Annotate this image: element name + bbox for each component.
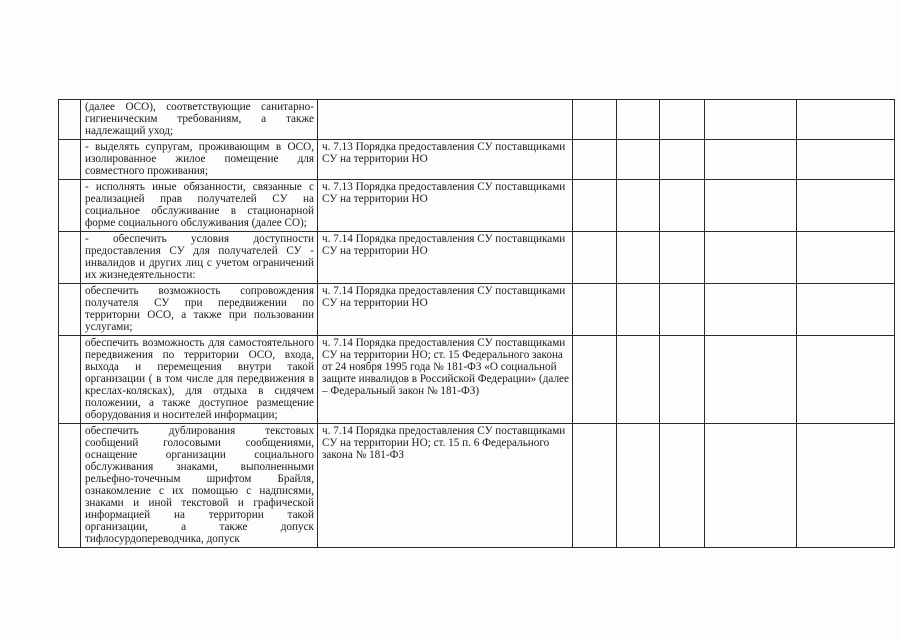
empty-cell — [660, 180, 705, 232]
empty-cell — [617, 140, 660, 180]
reference-cell: ч. 7.13 Порядка предоставления СУ поставщиками СУ на территории НО — [318, 180, 573, 232]
empty-cell — [797, 284, 895, 336]
table-row — [59, 424, 895, 548]
empty-cell — [617, 336, 660, 424]
empty-cell — [705, 140, 797, 180]
empty-cell — [797, 336, 895, 424]
reference-cell: ч. 7.14 Порядка предоставления СУ поставщиками СУ на территории НО; ст. 15 п. 6 Федерального закона № 181-ФЗ — [318, 424, 573, 548]
empty-cell — [660, 140, 705, 180]
row-number-cell — [59, 424, 81, 548]
empty-cell — [797, 424, 895, 548]
reference-cell: ч. 7.13 Порядка предоставления СУ поставщиками СУ на территории НО — [318, 140, 573, 180]
row-number-cell — [59, 180, 81, 232]
requirements-table — [58, 99, 895, 548]
row-number-cell — [59, 100, 81, 140]
empty-cell — [660, 100, 705, 140]
reference-cell — [318, 100, 573, 140]
empty-cell — [797, 100, 895, 140]
table-row — [59, 232, 895, 284]
requirement-cell: (далее ОСО), соответствующие санитарно-гигиеническим требованиям, а также надлежащий уход; — [81, 100, 318, 140]
table-row — [59, 284, 895, 336]
table-row — [59, 336, 895, 424]
empty-cell — [705, 180, 797, 232]
empty-cell — [617, 424, 660, 548]
reference-cell: ч. 7.14 Порядка предоставления СУ поставщиками СУ на территории НО; ст. 15 Федерального закона от 24 ноября 1995 года № 181-ФЗ «О социальной защите инвалидов в Российской Федерации» (далее – Федеральный закон № 181-ФЗ) — [318, 336, 573, 424]
table-row — [59, 140, 895, 180]
empty-cell — [660, 424, 705, 548]
empty-cell — [573, 100, 617, 140]
empty-cell — [660, 232, 705, 284]
requirement-cell: обеспечить дублирования текстовых сообщений голосовыми сообщениями, оснащение организации социального обслуживания знаками, выполненными рельефно-точечным шрифтом Брайля, ознакомление с их помощью с надписями, знаками и иной текстовой и графической информацией на территории такой организации, а также допуск тифлосурдопереводчика, допуск — [81, 424, 318, 548]
empty-cell — [705, 232, 797, 284]
row-number-cell — [59, 140, 81, 180]
empty-cell — [797, 232, 895, 284]
requirement-cell: - исполнять иные обязанности, связанные с реализацией прав получателей СУ на социальное обслуживание в стационарной форме социального обслуживания (далее СО); — [81, 180, 318, 232]
empty-cell — [617, 232, 660, 284]
empty-cell — [705, 336, 797, 424]
empty-cell — [617, 284, 660, 336]
table-row — [59, 100, 895, 140]
empty-cell — [573, 140, 617, 180]
row-number-cell — [59, 232, 81, 284]
empty-cell — [660, 336, 705, 424]
empty-cell — [573, 336, 617, 424]
empty-cell — [705, 100, 797, 140]
empty-cell — [617, 100, 660, 140]
requirement-cell: обеспечить возможность для самостоятельного передвижения по территории ОСО, входа, выхода и перемещения внутри такой организации ( в том числе для передвижения в креслах-колясках), для отдыха в сидячем положении, а также доступное размещение оборудования и носителей информации; — [81, 336, 318, 424]
row-number-cell — [59, 284, 81, 336]
empty-cell — [797, 140, 895, 180]
empty-cell — [705, 284, 797, 336]
empty-cell — [573, 180, 617, 232]
requirement-cell: - выделять супругам, проживающим в ОСО, изолированное жилое помещение для совместного проживания; — [81, 140, 318, 180]
requirement-cell: - обеспечить условия доступности предоставления СУ для получателей СУ - инвалидов и других лиц с учетом ограничений их жизнедеятельности: — [81, 232, 318, 284]
reference-cell: ч. 7.14 Порядка предоставления СУ поставщиками СУ на территории НО — [318, 284, 573, 336]
requirement-cell: обеспечить возможность сопровождения получателя СУ при передвижении по территории ОСО, а также при пользовании услугами; — [81, 284, 318, 336]
row-number-cell — [59, 336, 81, 424]
empty-cell — [705, 424, 797, 548]
empty-cell — [617, 180, 660, 232]
reference-cell: ч. 7.14 Порядка предоставления СУ поставщиками СУ на территории НО — [318, 232, 573, 284]
empty-cell — [573, 424, 617, 548]
empty-cell — [660, 284, 705, 336]
empty-cell — [797, 180, 895, 232]
empty-cell — [573, 232, 617, 284]
table-row — [59, 180, 895, 232]
empty-cell — [573, 284, 617, 336]
